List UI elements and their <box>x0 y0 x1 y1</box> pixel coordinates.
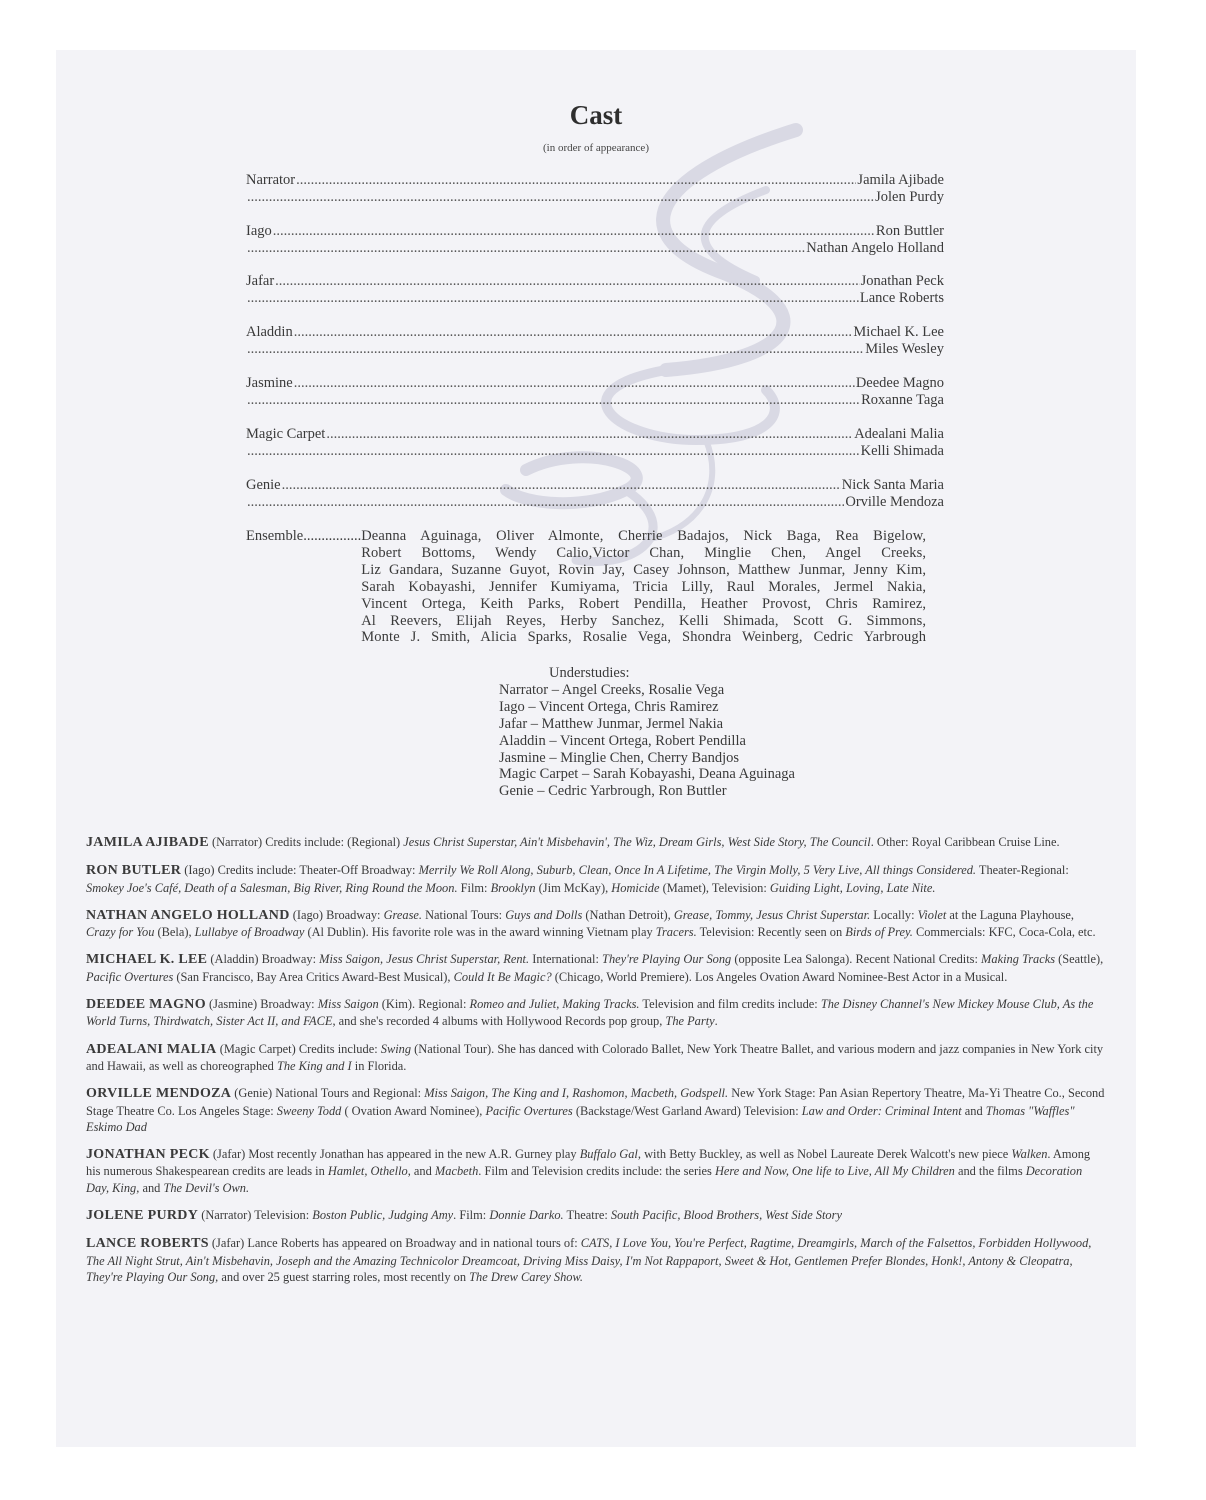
actor-name: Orville Mendoza <box>845 494 944 510</box>
leader-dots <box>247 341 864 358</box>
bio-credit-title: Walken <box>1011 1147 1048 1162</box>
role-name: Genie <box>246 477 281 493</box>
bio-credit-title: Could It Be Magic? <box>453 969 552 984</box>
bio-text-segment: International: <box>529 952 603 967</box>
actor-name: Michael K. Lee <box>853 324 944 340</box>
bio-credit-title: Jesus Christ Superstar, Ain't Misbehavin', The Wiz, Dream Girls, West Side Story, The Council <box>403 835 871 849</box>
actor-name: Miles Wesley <box>865 341 944 357</box>
bio-name: MICHAEL K. LEE <box>86 952 208 968</box>
bio-paragraph <box>86 1207 1106 1224</box>
bio-name: JONATHAN PECK <box>86 1147 210 1163</box>
actor-name: Jonathan Peck <box>860 273 944 289</box>
bio-text-segment: . <box>714 1014 718 1029</box>
bio-text-segment: (Al Dublin). His favorite role was in the award winning Vietnam play <box>304 925 656 940</box>
bio-credit-title: Grease, Tommy, Jesus Christ Superstar. <box>673 907 871 922</box>
ensemble-block <box>246 528 944 646</box>
role-line <box>246 477 944 494</box>
bio-credit-title: The King and I <box>276 1058 352 1073</box>
bio-text-segment: , with Betty Buckley, as well as Nobel Laureate Derek Walcott's new piece <box>637 1147 1012 1162</box>
bio-paragraph <box>86 996 1106 1030</box>
bio-credit-title: Macbeth <box>434 1164 479 1179</box>
bio-paragraph <box>86 1146 1106 1196</box>
bio-text-segment: (Jafar) Lance Roberts has appeared on Broadway and in national tours of: <box>208 1236 581 1251</box>
bio-name: JAMILA AJIBADE <box>86 835 209 850</box>
understudy-line: Jafar – Matthew Junmar, Jermel Nakia <box>499 715 724 732</box>
bio-name: ADEALANI MALIA <box>86 1041 217 1057</box>
actor-name: Jamila Ajibade <box>857 172 944 188</box>
bio-text <box>86 1147 1090 1195</box>
bio-text <box>86 952 1103 983</box>
leader-dots <box>282 477 841 494</box>
bio-name: LANCE ROBERTS <box>86 1236 209 1252</box>
role-magic-carpet <box>246 426 944 460</box>
bio-text-segment: (Genie) National Tours and Regional: <box>231 1086 425 1101</box>
bio-text-segment: (Chicago, World Premiere). Los Angeles Ovation Award Nominee-Best Actor in a Musical. <box>551 969 1008 984</box>
leader-dots <box>294 324 853 341</box>
leader-dots <box>247 494 844 511</box>
bio-credit-title: South Pacific, Blood Brothers, West Side Story <box>610 1208 842 1223</box>
bio-text-segment: (Jim McKay), <box>535 880 612 895</box>
bio-credit-title: The Party <box>665 1014 715 1029</box>
actor-name: Roxanne Taga <box>861 392 944 408</box>
role-line <box>246 443 944 460</box>
bio-credit-title: Smokey Joe's Café, Death of a Salesman, Big River, Ring Round the Moon. <box>86 880 458 895</box>
leader-dots <box>247 240 805 257</box>
bio-text-segment: (Narrator) Credits include: (Regional) <box>208 835 404 849</box>
program-page <box>56 50 1136 1447</box>
bio-text-segment: (Seattle), <box>1055 952 1104 967</box>
actor-name: Jolen Purdy <box>875 189 944 205</box>
role-name: Magic Carpet <box>246 426 326 442</box>
bio-text-segment: and the films <box>954 1164 1026 1179</box>
bio-text-segment: Television: Recently seen on <box>696 925 846 940</box>
role-iago <box>246 223 944 257</box>
bio-credit-title: Guys and Dolls <box>505 907 583 922</box>
bio-text-segment: , and she's recorded 4 albums with Hollywood Records pop group, <box>332 1014 666 1029</box>
role-jafar <box>246 273 944 307</box>
role-line <box>246 172 944 189</box>
bio-text-segment: (Kim). Regional: <box>378 997 470 1012</box>
bio-credit-title: They're Playing Our Song <box>602 952 732 967</box>
leader-dots <box>296 172 856 189</box>
bio-credit-title: Law and Order: Criminal Intent <box>801 1103 962 1118</box>
bios-section <box>86 834 1106 1296</box>
bio-credit-title: Buffalo Gal <box>579 1147 638 1162</box>
understudy-line: Jasmine – Minglie Chen, Cherry Bandjos <box>499 749 740 766</box>
bio-credit-title: Pacific Overtures <box>485 1103 573 1118</box>
bio-name: RON BUTLER <box>86 863 182 879</box>
bio-text-segment: (Nathan Detroit), <box>582 907 674 922</box>
bio-text-segment: Commercials: KFC, Coca-Cola, etc. <box>912 925 1096 940</box>
bio-credit-title: CATS, I Love You, You're Perfect, Ragtime, Dreamgirls, March of the Falsettos, Forbidden Hollywood, The All Night Strut, Ain't Misbehavin, Joseph and the Amazing Technicolor Dreamcoat, Driving Miss Daisy, I'm Not Rappaport, Sweet & Hot, Gentlemen Prefer Blondes, Honk!, Antony & Cleopatra, They're Playing Our Song, <box>86 1236 1092 1284</box>
ensemble-line: Monte J. Smith, Alicia Sparks, Rosalie Vega, Shondra Weinberg, Cedric Yarbrough <box>361 629 927 646</box>
role-line <box>246 341 944 358</box>
bio-text-segment: National Tours: <box>422 907 506 922</box>
bio-text-segment: (Iago) Credits include: Theater-Off Broadway: <box>181 863 419 878</box>
understudy-line: Aladdin – Vincent Ortega, Robert Pendilla <box>499 732 746 749</box>
bio-text <box>86 997 1093 1028</box>
bio-text-segment: (San Francisco, Bay Area Critics Award-Best Musical), <box>173 969 454 984</box>
cast-title: Cast <box>569 100 623 130</box>
bio-credit-title: Here and Now, One life to Live, All My Children <box>714 1164 955 1179</box>
leader-dots <box>247 189 874 206</box>
bio-text-segment: Theatre: <box>563 1208 611 1223</box>
actor-name: Deedee Magno <box>855 375 944 391</box>
ensemble-members <box>361 528 926 646</box>
role-aladdin <box>246 324 944 358</box>
bio-credit-title: Pacific Overtures <box>86 969 174 984</box>
bio-credit-title: Grease. <box>383 907 422 922</box>
bio-paragraph <box>86 1235 1106 1285</box>
bio-paragraph <box>86 907 1106 941</box>
role-narrator <box>246 172 944 206</box>
bio-text-segment: . Film and Television credits include: the series <box>478 1164 715 1179</box>
actor-name: Ron Buttler <box>875 223 944 239</box>
bio-credit-title: Crazy for You <box>86 925 155 940</box>
leader-dots <box>294 375 855 392</box>
role-line <box>246 223 944 240</box>
actor-name: Nick Santa Maria <box>841 477 944 493</box>
bio-text-segment: (Bela), <box>154 925 195 940</box>
bio-credit-title: Swing <box>380 1041 412 1056</box>
bio-text-segment: in Florida. <box>351 1058 407 1073</box>
bio-credit-title: Sweeny Todd <box>276 1103 342 1118</box>
ensemble-line: Sarah Kobayashi, Jennifer Kumiyama, Tricia Lilly, Raul Morales, Jermel Nakia, <box>361 578 927 595</box>
bio-text <box>86 1042 1103 1073</box>
understudy-line: Iago – Vincent Ortega, Chris Ramirez <box>499 698 719 715</box>
bio-text-segment: (Mamet), Television: <box>659 880 770 895</box>
bio-text-segment: Theater-Regional: <box>976 863 1069 878</box>
bio-paragraph <box>86 1085 1106 1135</box>
bio-credit-title: Making Tracks <box>981 952 1056 967</box>
ensemble-line: Al Reevers, Elijah Reyes, Herby Sanchez, Kelli Shimada, Scott G. Simmons, <box>361 612 927 629</box>
bio-text <box>86 1086 1104 1134</box>
actor-name: Lance Roberts <box>859 290 944 306</box>
bio-text-segment: . Film: <box>453 1208 490 1223</box>
ensemble-line: Liz Gandara, Suzanne Guyot, Rovin Jay, Casey Johnson, Matthew Junmar, Jenny Kim, <box>361 561 927 578</box>
bio-text-segment: (Narrator) Television: <box>198 1208 313 1223</box>
bio-credit-title: Brooklyn <box>490 880 536 895</box>
role-line <box>246 273 944 290</box>
role-line <box>246 392 944 409</box>
bio-paragraph <box>86 862 1106 896</box>
bio-text-segment: (Jasmine) Broadway: <box>205 997 318 1012</box>
actor-name: Nathan Angelo Holland <box>806 240 944 256</box>
bio-text-segment: and <box>961 1103 986 1118</box>
bio-credit-title: Miss Saigon, Jesus Christ Superstar, Rent. <box>319 952 530 967</box>
role-name: Narrator <box>246 172 296 188</box>
ensemble-label-text: Ensemble <box>246 528 304 544</box>
role-line <box>246 375 944 392</box>
role-line <box>246 426 944 443</box>
bio-text <box>209 835 1060 849</box>
bio-credit-title: Homicide <box>611 880 660 895</box>
role-name: Aladdin <box>246 324 293 340</box>
role-jasmine <box>246 375 944 409</box>
ensemble-line: Vincent Ortega, Keith Parks, Robert Pendilla, Heather Provost, Chris Ramirez, <box>361 595 927 612</box>
bio-name: ORVILLE MENDOZA <box>86 1086 232 1102</box>
bio-text-segment: (Backstage/West Garland Award) Television: <box>572 1103 802 1118</box>
cast-subtitle: (in order of appearance) <box>543 142 649 154</box>
bio-credit-title: The Devil's Own. <box>163 1180 250 1195</box>
bio-text-segment: , and <box>407 1164 435 1179</box>
bio-text-segment: (Jafar) Most recently Jonathan has appeared in the new A.R. Gurney play <box>209 1147 580 1162</box>
understudies-block <box>499 665 899 800</box>
understudy-line: Magic Carpet – Sarah Kobayashi, Deana Aguinaga <box>499 766 795 783</box>
role-name: Jafar <box>246 273 275 289</box>
bio-text-segment: Locally: <box>870 907 918 922</box>
bio-text-segment: New York Stage: Pan Asian Repertory Theatre, Ma-Yi Theatre Co., Second Stage Theatre Co. Los Angeles Stage: <box>86 1086 1105 1118</box>
bio-text-segment: . Other: Royal Caribbean Cruise Line. <box>870 835 1060 849</box>
bio-text-segment: (Aladdin) Broadway: <box>207 952 320 967</box>
bio-credit-title: Violet <box>917 907 947 922</box>
bio-text-segment: ( Ovation Award Nominee), <box>341 1103 486 1118</box>
bio-paragraph <box>86 1041 1106 1075</box>
bio-credit-title: Thomas "Waffles" Eskimo Dad <box>86 1103 1075 1134</box>
bio-credit-title: Lullabye of Broadway <box>194 925 305 940</box>
bio-text-segment: (National Tour). She has danced with Colorado Ballet, New York Theatre Ballet, and various modern and jazz companies in New York city and Hawaii, as well as choreographed <box>86 1041 1104 1073</box>
bio-credit-title: Guiding Light, Loving, Late Nite. <box>769 880 936 895</box>
bio-credit-title: Decoration Day, King, <box>86 1164 1083 1195</box>
bio-credit-title: Boston Public, Judging Amy <box>312 1208 454 1223</box>
bio-text-segment: at the Laguna Playhouse, <box>946 907 1074 922</box>
bio-text <box>86 863 1069 894</box>
actor-name: Adealani Malia <box>854 426 944 442</box>
role-name: Jasmine <box>246 375 293 391</box>
understudies-title: Understudies: <box>549 665 630 681</box>
bio-text <box>198 1208 842 1222</box>
role-line <box>246 240 944 257</box>
bio-credit-title: Miss Saigon, The King and I, Rashomon, Macbeth, Godspell. <box>424 1086 729 1101</box>
bio-credit-title: Hamlet, Othello <box>327 1164 408 1179</box>
actor-name: Kelli Shimada <box>860 443 944 459</box>
understudy-line: Narrator – Angel Creeks, Rosalie Vega <box>499 681 725 698</box>
role-genie <box>246 477 944 511</box>
bio-credit-title: Miss Saigon <box>317 997 379 1012</box>
role-line <box>246 290 944 307</box>
bio-text <box>86 1236 1091 1284</box>
bio-credit-title: The Drew Carey Show. <box>469 1269 583 1284</box>
bio-text-segment: (Magic Carpet) Credits include: <box>216 1041 381 1056</box>
leader-dots <box>247 290 859 307</box>
bio-credit-title: The Disney Channel's New Mickey Mouse Club, As the World Turns, Thirdwatch, Sister Act II, and FACE <box>86 997 1094 1029</box>
bio-text-segment: (opposite Lea Salonga). Recent National Credits: <box>731 952 982 967</box>
ensemble-label: Ensemble................ <box>246 528 362 544</box>
ensemble-line: Deanna Aguinaga, Oliver Almonte, Cherrie Badajos, Nick Baga, Rea Bigelow, <box>361 528 927 544</box>
bio-text-segment: Television and film credits include: <box>639 997 821 1012</box>
role-line <box>246 189 944 206</box>
leader-dots <box>275 273 859 290</box>
bio-name: DEEDEE MAGNO <box>86 997 206 1013</box>
role-name: Iago <box>246 223 272 239</box>
bio-credit-title: Birds of Prey. <box>845 925 913 940</box>
understudy-line: Genie – Cedric Yarbrough, Ron Buttler <box>499 783 727 800</box>
role-line <box>246 324 944 341</box>
bio-text-segment: and over 25 guest starring roles, most recently on <box>218 1269 470 1284</box>
bio-credit-title: Donnie Darko. <box>489 1208 564 1223</box>
bio-name: NATHAN ANGELO HOLLAND <box>86 907 290 923</box>
ensemble-line: Robert Bottoms, Wendy Calio,Victor Chan, Minglie Chen, Angel Creeks, <box>361 544 927 561</box>
bio-paragraph <box>86 951 1106 985</box>
bio-credit-title: Romeo and Juliet, Making Tracks. <box>469 997 640 1012</box>
bio-name: JOLENE PURDY <box>86 1208 199 1224</box>
leader-dots <box>326 426 853 443</box>
bio-paragraph <box>86 834 1106 851</box>
leader-dots <box>247 392 860 409</box>
bio-text-segment: (Iago) Broadway: <box>289 907 384 922</box>
leader-dots <box>247 443 860 460</box>
bio-text-segment: and <box>139 1180 164 1195</box>
bio-text-segment: Film: <box>457 880 491 895</box>
role-line <box>246 494 944 511</box>
bio-credit-title: Merrily We Roll Along, Suburb, Clean, Once In A Lifetime, The Virgin Molly, 5 Very Live, All things Considered. <box>418 863 976 878</box>
leader-dots <box>273 223 875 240</box>
bio-credit-title: Tracers. <box>655 925 697 940</box>
bio-text-segment: . Among his numerous Shakespearean credits are leads in <box>86 1147 1091 1179</box>
